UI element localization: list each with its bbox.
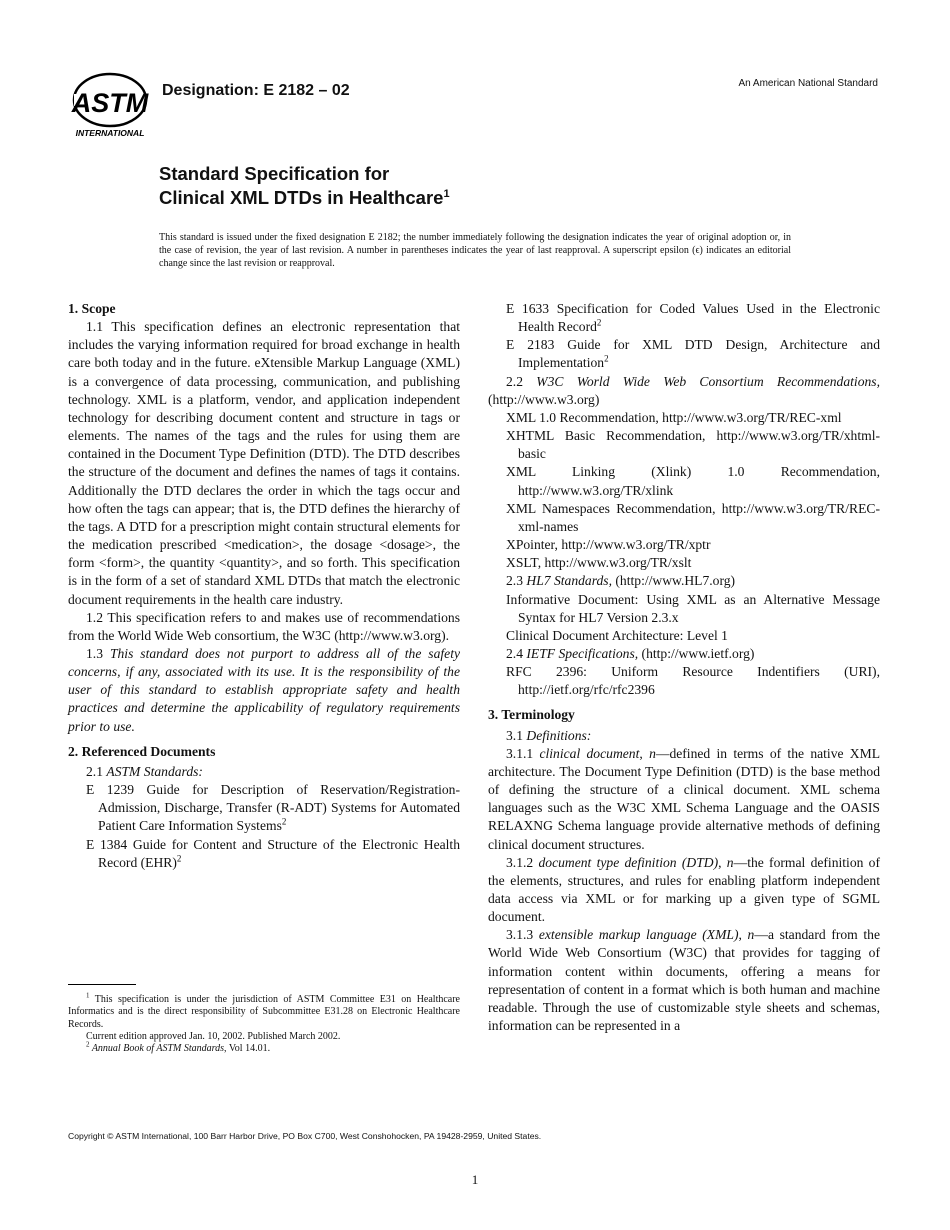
ref-xmlns: XML Namespaces Recommendation, http://www.w3.org/TR/REC-xml-names <box>506 500 880 534</box>
ref-hl7-cda: Clinical Document Architecture: Level 1 <box>506 627 728 643</box>
section-2-3-url: (http://www.HL7.org) <box>612 573 736 589</box>
terminology-heading: 3. Terminology <box>488 707 575 723</box>
ref-e1384 <box>68 836 460 872</box>
section-1-2: 1.2 This specification refers to and makes use of recommendations from the World Wide Web consortium, the W3C (http://www.w3.org). <box>68 609 460 643</box>
ref-e1633 <box>488 300 880 336</box>
section-2-4-label: IETF Specifications, <box>526 645 639 661</box>
section-1-1: 1.1 This specification defines an electronic representation that includes the varying information required for broad exchange in health care both today and in the future. eXtensible Markup Language (XML) is a convergence of data processing, communication, and publishing technology. XML is a platform, vendor, and application independent technology for describing document content and structure in tags or elements. The names of the tags and the rules for using them are contained in the Document Type Definition (DTD). The DTD describes the structure of the document and defines the names of tags it contains. Additionally the DTD declares the order in which the tags occur and how often the tags can appear; that is, the DTD defines the hierarchy of the tags. A DTD for a prescription might contain structural elements for the medication prescribed <medication>, the dosage <dosage>, the form <form>, the quantity <quantity>, and so forth. This specification is in the form of a set of standard XML DTDs that match the electronic document requirements in the health care industry. <box>68 319 460 607</box>
section-2-2-label: W3C World Wide Web Consortium Recommendations, <box>536 373 880 389</box>
ref-e1384-text: E 1384 Guide for Content and Structure of the Electronic Health Record (EHR) <box>86 836 460 870</box>
footnote-1 <box>68 991 460 1031</box>
section-1-3-text: This standard does not purport to address all of the safety concerns, if any, associated with its use. It is the responsibility of the user of this standard to establish appropriate safety and health practices and determine the applicability of regulatory requirements prior to use. <box>68 645 461 734</box>
title-line-2-text: Clinical XML DTDs in Healthcare <box>159 187 444 209</box>
scope-heading: 1. Scope <box>68 301 116 316</box>
ref-hl7-informative: Informative Document: Using XML as an Alternative Message Syntax for HL7 Version 2.3.x <box>506 591 880 625</box>
title-footnote-mark: 1 <box>443 188 450 200</box>
section-2-4 <box>488 645 880 663</box>
section-2-4-number: 2.4 <box>506 645 527 661</box>
section-3-1-1-term: clinical document <box>539 745 640 761</box>
ref-xlink: XML Linking (Xlink) 1.0 Recommendation, http://www.w3.org/TR/xlink <box>506 464 880 498</box>
section-2-2-number: 2.2 <box>506 373 537 389</box>
document-title <box>159 163 450 208</box>
section-3-1-2-number: 3.1.2 <box>506 854 539 870</box>
footnote-2-title: Annual Book of ASTM Standards <box>89 1043 225 1055</box>
footnote-2 <box>68 1040 460 1055</box>
footnote-1-edition: Current edition approved Jan. 10, 2002. Published March 2002. <box>86 1030 341 1042</box>
ref-e1239 <box>68 781 460 835</box>
issuance-notice: This standard is issued under the fixed designation E 2182; the number immediately following the designation indicates the year of original adoption or, in the case of revision, the year of last revision. A number in parentheses indicates the year of last reapproval. A superscript epsilon (ϵ) indicates an editorial change since the last revision or reapproval. <box>159 232 791 269</box>
ref-e1384-fn: 2 <box>176 853 182 864</box>
section-2-1-label: ASTM Standards: <box>106 763 203 779</box>
left-column <box>68 300 460 872</box>
right-column <box>488 300 880 1035</box>
ref-e1239-fn: 2 <box>281 816 287 827</box>
section-3-1-2: 3.1.2 document type definition (DTD), n—the formal definition of the elements, structures, and rules for enabling platform independent data access via XML or for marking up a given type of SGML document. <box>488 854 881 925</box>
section-3-1-1-text: —defined in terms of the native XML architecture. The Document Type Definition (DTD) is the base method of defining the structure of a clinical document. XML schema languages such as the W3C XML Schema Language and the OASIS RELAXNG Schema language provide alternative methods of defining clinical document structures. <box>488 745 881 852</box>
ref-e1633-fn: 2 <box>596 317 602 328</box>
section-3-1-3-number: 3.1.3 <box>506 927 539 943</box>
section-2-3 <box>488 572 880 590</box>
footnotes <box>68 991 460 1055</box>
ref-e1239-text: E 1239 Guide for Description of Reservation/Registration-Admission, Discharge, Transfer (R-ADT) Systems for Automated Patient Care Information Systems <box>86 782 460 834</box>
referenced-documents-heading: 2. Referenced Documents <box>68 743 216 759</box>
ref-e2183-fn: 2 <box>604 353 609 364</box>
section-1-3-number: 1.3 <box>86 645 110 661</box>
section-3-1-3: 3.1.3 extensible markup language (XML), n—a standard from the World Wide Web Consortium (W3C) that provides for tagging of information content within documents, offering a means for representation of content in a format which is both human and machine readable. Through the use of customizable style sheets and schemas, information can be represented in a <box>488 927 880 1034</box>
ref-xpointer: XPointer, http://www.w3.org/TR/xptr <box>506 537 711 553</box>
section-3-1-1-pos: n <box>649 745 656 761</box>
designation: Designation: E 2182 – 02 <box>162 82 350 99</box>
section-3-1-2-pos: n <box>726 854 734 870</box>
astm-logo <box>68 70 152 140</box>
copyright-notice: Copyright © ASTM International, 100 Barr Harbor Drive, PO Box C700, West Conshohocken, PA 19428-2959, United States. <box>68 1131 542 1141</box>
page-number: 1 <box>471 1172 479 1187</box>
ref-xslt: XSLT, http://www.w3.org/TR/xslt <box>506 555 692 571</box>
ref-e2183 <box>488 336 880 372</box>
section-3-1-1: 3.1.1 clinical document, n—defined in terms of the native XML architecture. The Document Type Definition (DTD) is the base method of defining the structure of a clinical document. XML schema languages such as the W3C XML Schema Language and the OASIS RELAXNG Schema language provide alternative methods of defining clinical document structures. <box>488 745 881 852</box>
section-3-1-3-text: —a standard from the World Wide Web Consortium (W3C) that provides for tagging of information content within documents, offering a means for representation of content in a format which is both human and machine readable. Through the use of customizable style sheets and schemas, information can be represented in a <box>488 927 880 1034</box>
footnote-2-mark: 2 <box>86 1040 90 1049</box>
ref-e1633-text: E 1633 Specification for Coded Values Used in the Electronic Health Record <box>506 301 880 335</box>
ref-e2183-text: E 2183 Guide for XML DTD Design, Architecture and Implementation <box>506 337 880 371</box>
footnote-divider <box>68 984 136 985</box>
section-3-1-3-pos: n <box>747 927 755 943</box>
ref-rfc2396: RFC 2396: Uniform Resource Indentifiers (URI), http://ietf.org/rfc/rfc2396 <box>506 664 880 698</box>
section-2-1-number: 2.1 <box>86 763 107 779</box>
section-2-2-url: (http://www.w3.org) <box>488 391 600 407</box>
section-3-1-label: Definitions: <box>526 727 592 743</box>
section-3-1-3-term: extensible markup language (XML) <box>538 927 739 943</box>
logo-text: ASTM <box>71 88 149 118</box>
ref-xhtml: XHTML Basic Recommendation, http://www.w3.org/TR/xhtml-basic <box>506 428 880 462</box>
section-2-2 <box>488 373 880 409</box>
section-1-3 <box>68 645 460 736</box>
astm-logo-icon <box>68 70 152 140</box>
logo-subtext: INTERNATIONAL <box>75 128 145 138</box>
footnote-1-mark: 1 <box>86 991 90 1000</box>
section-3-1-2-term: document type definition (DTD) <box>538 854 719 870</box>
national-standard-label: An American National Standard <box>738 78 878 89</box>
title-line-2 <box>159 184 450 208</box>
footnote-2-rest: , Vol 14.01. <box>224 1043 271 1055</box>
section-2-3-number: 2.3 <box>506 573 527 589</box>
section-2-3-label: HL7 Standards, <box>526 573 612 589</box>
section-3-1-2-text: —the formal definition of the elements, structures, and rules for enabling platform independent data access via XML or for marking up a given type of SGML document. <box>488 854 881 925</box>
section-3-1-1-number: 3.1.1 <box>506 745 540 761</box>
ref-xml10: XML 1.0 Recommendation, http://www.w3.org/TR/REC-xml <box>506 409 842 425</box>
section-2-1 <box>68 763 460 781</box>
footnote-1-text: This specification is under the jurisdiction of ASTM Committee E31 on Healthcare Informatics and is the direct responsibility of Subcommittee E31.28 on Electronic Healthcare Records. <box>68 994 460 1030</box>
section-3-1 <box>488 727 880 745</box>
title-line-1: Standard Specification for <box>159 163 390 184</box>
section-2-4-url: (http://www.ietf.org) <box>638 645 755 661</box>
section-3-1-number: 3.1 <box>506 727 527 743</box>
